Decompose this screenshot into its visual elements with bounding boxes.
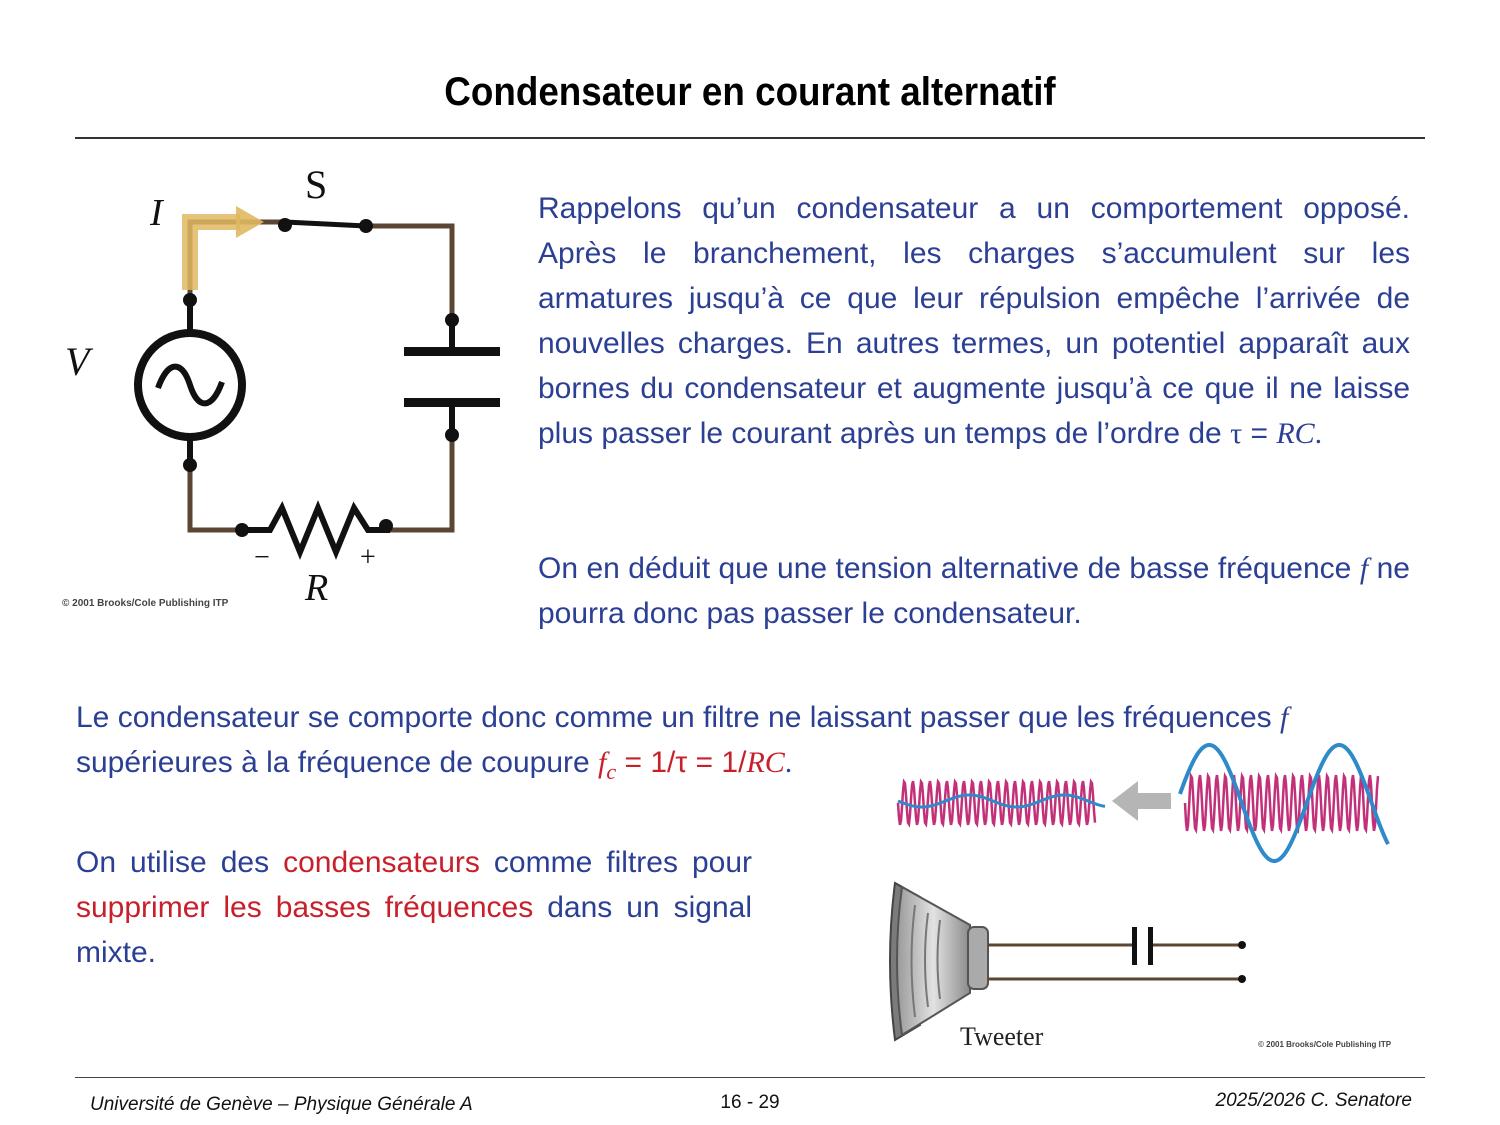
- input-high-frequency-wave: [1185, 775, 1378, 831]
- tau-symbol: τ: [1230, 417, 1243, 450]
- resistor-label: R: [305, 567, 329, 609]
- fc-symbol: $f_c$: [598, 746, 617, 784]
- source-terminal-bottom: [183, 458, 197, 472]
- title-divider: [75, 137, 1425, 139]
- usage-text-3: dans un signal mixte.: [76, 891, 752, 969]
- capacitor-plate-bottom: [404, 398, 500, 407]
- paragraph1-text: Rappelons qu’un condensateur a un comportement opposé. Après le branchement, les charges s’accumulent sur les armatures jusqu’à ce que leur répulsion empêche l’arrivée de nouvelles charges. En autres termes, un potentiel apparaît aux bornes du condensateur et augmente jusqu’à ce que il ne laisse plus passer le courant après un temps de l’ordre de: [538, 192, 1410, 450]
- switch-blade: [285, 222, 366, 226]
- footer-year-author: 2025/2026 C. Senatore: [1215, 1090, 1412, 1111]
- capacitor-plate-top: [404, 347, 500, 356]
- voltage-label: V: [65, 339, 90, 384]
- paragraph3-text: Le condensateur se comporte donc comme un filtre ne laissant passer que les fréquences: [76, 701, 1272, 734]
- f-symbol: f: [1359, 552, 1369, 585]
- switch-contact-left: [278, 218, 292, 232]
- tweeter-label: Tweeter: [960, 1022, 1044, 1051]
- paragraph-capacitor-behavior: [538, 186, 1410, 456]
- paragraph3-text-line2: supérieures à la fréquence de coupure: [76, 746, 590, 779]
- current-arrow-icon: [190, 206, 264, 290]
- f-symbol-2: f: [1280, 701, 1289, 734]
- formula-part-a: = 1/: [616, 746, 676, 779]
- circuit-wire-bottom-left: [190, 460, 242, 530]
- usage-highlight-1: condensateurs: [283, 846, 480, 879]
- switch-contact-right: [359, 219, 373, 233]
- formula-rc: RC: [746, 746, 785, 779]
- period: .: [1314, 417, 1323, 450]
- speaker-icon: [890, 883, 988, 1040]
- circuit-credit: © 2001 Brooks/Cole Publishing ITP: [62, 598, 229, 609]
- paragraph-filter: [76, 695, 1410, 740]
- rc-circuit-diagram: [50, 160, 520, 620]
- minus-label: −: [254, 542, 270, 573]
- tweeter-figure: [880, 875, 1260, 1055]
- current-label: I: [150, 192, 163, 234]
- period-2: .: [784, 746, 793, 779]
- slide-title: Condensateur en courant alternatif: [444, 70, 1056, 114]
- paragraph-filter-line2: [76, 740, 792, 794]
- paragraph2-text-end: ne pourra donc pas passer le condensateur.: [538, 552, 1410, 630]
- filter-waves-figure: [890, 735, 1400, 870]
- formula-tau: τ: [675, 746, 688, 779]
- filter-arrow-icon: [1112, 781, 1171, 821]
- plus-label: +: [360, 542, 376, 573]
- paragraph-usage: [76, 840, 752, 975]
- paragraph-low-frequency: [538, 546, 1410, 636]
- footer-institution: Université de Genève – Physique Générale A: [90, 1094, 473, 1115]
- usage-text-2: comme filtres pour: [479, 846, 753, 879]
- tweeter-credit: © 2001 Brooks/Cole Publishing ITP: [1258, 1040, 1392, 1049]
- equals-sign: =: [1242, 417, 1277, 450]
- circuit-wire-top-right: [366, 226, 452, 330]
- switch-label: S: [305, 162, 328, 207]
- capacitor-icon: [1132, 927, 1153, 965]
- paragraph2-text: On en déduit que une tension alternative de basse fréquence: [538, 552, 1352, 585]
- usage-highlight-2: supprimer les basses fréquences: [76, 891, 534, 924]
- footer-divider: [75, 1077, 1425, 1078]
- formula-part-b: = 1/: [687, 746, 747, 779]
- rc-symbol: RC: [1276, 417, 1315, 450]
- usage-text-1: On utilise des: [76, 846, 284, 879]
- footer-page-number: 16 - 29: [720, 1092, 780, 1113]
- circuit-wire-bottom-right: [390, 422, 452, 530]
